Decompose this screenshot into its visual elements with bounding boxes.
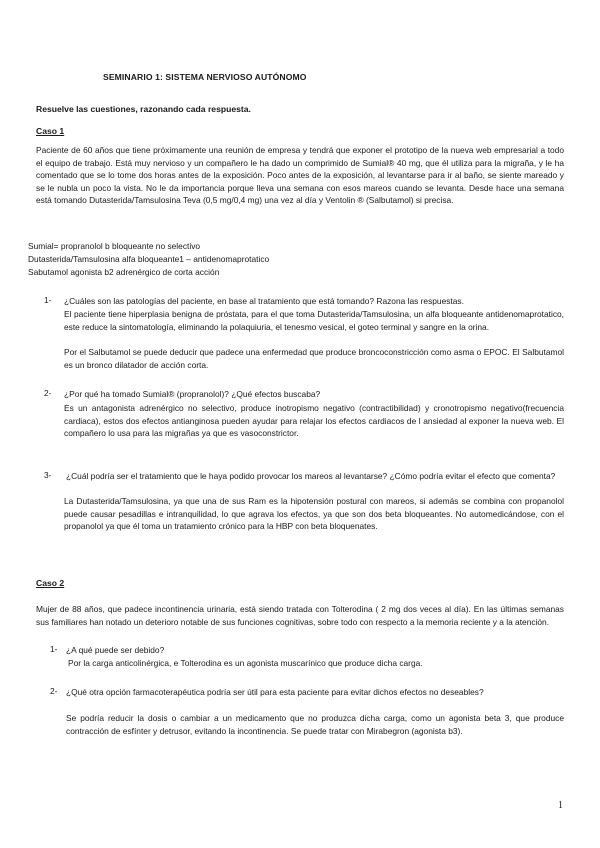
- case2-answer-1: Por la carga anticolinérgica, e Tolterodina es un agonista muscarínico que produce dicha carga.: [68, 658, 423, 668]
- question-number: 1-: [44, 295, 52, 305]
- question-number: 2-: [44, 388, 52, 398]
- question-number: 2-: [50, 686, 58, 696]
- case1-question-2: ¿Por qué ha tomado Sumial® (propranolol)? ¿Qué efectos buscaba?: [64, 389, 321, 399]
- case2-answer-2: Se podría reducir la dosis o cambiar a un medicamento que no produzca dicha carga, como un agonista beta 3, que produce contracción de esfínter y detrusor, evitando la incontinencia. Se puede tratar con Mirabegron (agonista b3).: [66, 713, 564, 736]
- case1-answer-2: Es un antagonista adrenérgico no selectivo, produce inotropismo negativo (contractibilidad) y cronotropismo negativo(frecuencia cardiaca), estos dos efectos antianginosa pueden ayudar para relajar los efectos cardiacos de l ansiedad al exponer la nueva web. El compañero lo usa para las migrañas ya que es vasoconstrictor.: [64, 403, 564, 439]
- case2-question-1: ¿A qué puede ser debido?: [66, 645, 165, 655]
- case1-answer-3: La Dutasterida/Tamsulosina, ya que una de sus Ram es la hipotensión postural con mareos, si además se combina con propanolol puede causar pesadillas e intranquilidad, lo que agrava los efectos, ya que son dos beta bloqueantes. No automedicándose, con el propanolol ya que él toma un tratamiento crónico para la HBP con beta bloquenates.: [64, 496, 564, 532]
- case1-description: Paciente de 60 años que tiene próximamente una reunión de empresa y tendrá que exponer el prototipo de la nueva web empresarial a todo el equipo de trabajo. Está muy nervioso y un compañero le ha dado un comprimido de Sumial® 40 mg, que él utiliza para la migraña, y le ha comentado que se lo tome dos horas antes de la exposición. Poco antes de la exposición, al levantarse para ir al baño, se siente mareado y se le nubla un poco la vista. No le da importancia porque lleva una semana con esos mareos cuando se levanta. Desde hace una semana está tomando Dutasterida/Tamsulosina Teva (0,5 mg/0,4 mg) una vez al día y Ventolin ® (Salbutamol) si precisa.: [36, 145, 564, 206]
- case1-heading: Caso 1: [36, 126, 65, 136]
- page-number: 1: [558, 800, 563, 811]
- drug-note-1: Sumial= propranolol b bloqueante no selectivo: [28, 241, 201, 251]
- drug-note-3: Sabutamol agonista b2 adrenérgico de corta acción: [28, 267, 220, 277]
- case1-answer-1b: Por el Salbutamol se puede deducir que padece una enfermedad que produce broncoconstricción como asma o EPOC. El Salbutamol es un bronco dilatador de acción corta.: [64, 347, 564, 370]
- document-title: SEMINARIO 1: SISTEMA NERVIOSO AUTÓNOMO: [103, 72, 307, 82]
- case2-description: Mujer de 88 años, que padece incontinencia urinaria, está siendo tratada con Tolterodina ( 2 mg dos veces al día). En las últimas semanas sus familiares han notado un deterioro notable de sus funciones cognitivas, sobre todo con respecto a la memoria reciente y a la atención.: [36, 604, 564, 627]
- case2-question-2: ¿Qué otra opción farmacoterapéutica podría ser útil para esta paciente para evitar dichos efectos no deseables?: [66, 687, 484, 697]
- case1-question-1: ¿Cuáles son las patologías del paciente, en base al tratamiento que está tomando? Razona las respuestas.: [64, 296, 464, 306]
- case2-heading: Caso 2: [36, 578, 65, 588]
- question-number: 1-: [50, 644, 58, 654]
- instructions: Resuelve las cuestiones, razonando cada respuesta.: [36, 104, 251, 114]
- case1-answer-1a: El paciente tiene hiperplasia benigna de próstata, para el que toma Dutasterida/Tamsulosina, un alfa bloqueante antidenomaprotatico, este reduce la sintomatología, eliminando la polaquiuria, el tenesmo vesical, el goteo terminal y sangre en la orina.: [64, 309, 564, 332]
- drug-note-2: Dutasterida/Tamsulosina alfa bloqueante1 – antidenomaprotatico: [28, 254, 270, 264]
- case1-question-3: ¿Cuál podría ser el tratamiento que le haya podido provocar los mareos al levantarse? ¿Cómo podría evitar el efecto que comenta?: [66, 471, 556, 481]
- question-number: 3-: [44, 470, 52, 480]
